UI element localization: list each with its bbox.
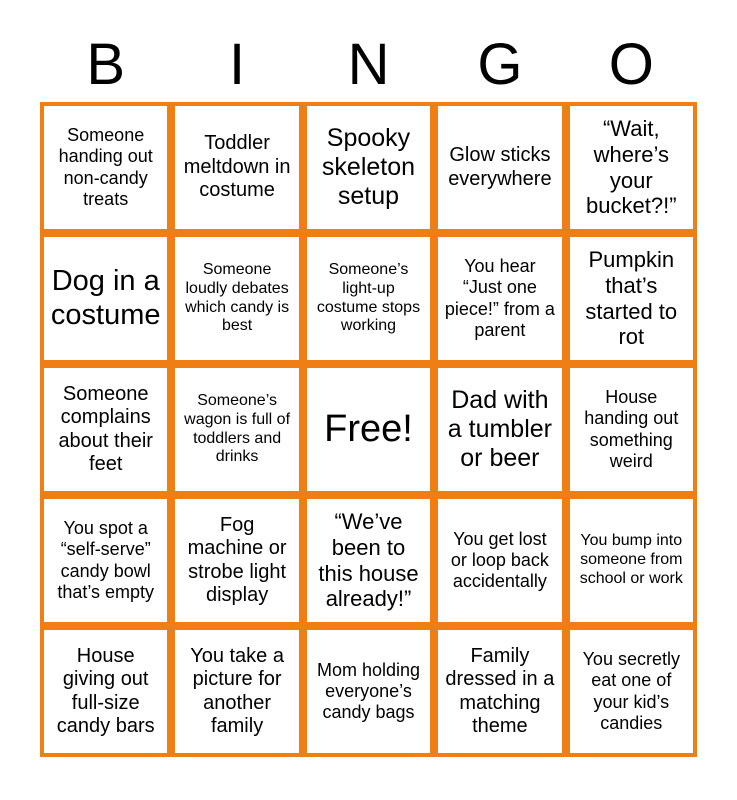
bingo-letter-n: N — [347, 32, 390, 97]
bingo-cell-r3c5[interactable]: House handing out something weird — [566, 364, 697, 495]
bingo-cell-r2c3[interactable]: Someone’s light-up costume stops working — [303, 233, 434, 364]
bingo-cell-r3c2[interactable]: Someone’s wagon is full of toddlers and drinks — [171, 364, 302, 495]
bingo-cell-r1c4[interactable]: Glow sticks everywhere — [434, 102, 565, 233]
bingo-letter-g: G — [477, 32, 523, 97]
bingo-cell-r1c2[interactable]: Toddler meltdown in costume — [171, 102, 302, 233]
bingo-card-grid — [40, 102, 697, 757]
bingo-cell-r5c1[interactable]: House giving out full-size candy bars — [40, 626, 171, 757]
bingo-cell-r5c5[interactable]: You secretly eat one of your kid’s candies — [566, 626, 697, 757]
bingo-cell-r2c5[interactable]: Pumpkin that’s started to rot — [566, 233, 697, 364]
bingo-cell-r4c1[interactable]: You spot a “self-serve” candy bowl that’s empty — [40, 495, 171, 626]
bingo-cell-r5c2[interactable]: You take a picture for another family — [171, 626, 302, 757]
bingo-cell-r4c4[interactable]: You get lost or loop back accidentally — [434, 495, 565, 626]
bingo-cell-r5c4[interactable]: Family dressed in a matching theme — [434, 626, 565, 757]
bingo-cell-r3c1[interactable]: Someone complains about their feet — [40, 364, 171, 495]
bingo-cell-r4c3[interactable]: “We’ve been to this house already!” — [303, 495, 434, 626]
bingo-cell-r4c2[interactable]: Fog machine or strobe light display — [171, 495, 302, 626]
free-space-cell[interactable]: Free! — [303, 364, 434, 495]
bingo-letter-b: B — [86, 32, 126, 97]
bingo-cell-r2c4[interactable]: You hear “Just one piece!” from a parent — [434, 233, 565, 364]
bingo-letter-o: O — [608, 32, 654, 97]
bingo-cell-r1c1[interactable]: Someone handing out non-candy treats — [40, 102, 171, 233]
bingo-cell-r1c3[interactable]: Spooky skeleton setup — [303, 102, 434, 233]
bingo-cell-r1c5[interactable]: “Wait, where’s your bucket?!” — [566, 102, 697, 233]
bingo-cell-r2c2[interactable]: Someone loudly debates which candy is best — [171, 233, 302, 364]
bingo-cell-r2c1[interactable]: Dog in a costume — [40, 233, 171, 364]
bingo-cell-r5c3[interactable]: Mom holding everyone’s candy bags — [303, 626, 434, 757]
bingo-cell-r4c5[interactable]: You bump into someone from school or work — [566, 495, 697, 626]
bingo-header — [40, 34, 697, 96]
bingo-cell-r3c4[interactable]: Dad with a tumbler or beer — [434, 364, 565, 495]
bingo-letter-i: I — [229, 32, 246, 97]
